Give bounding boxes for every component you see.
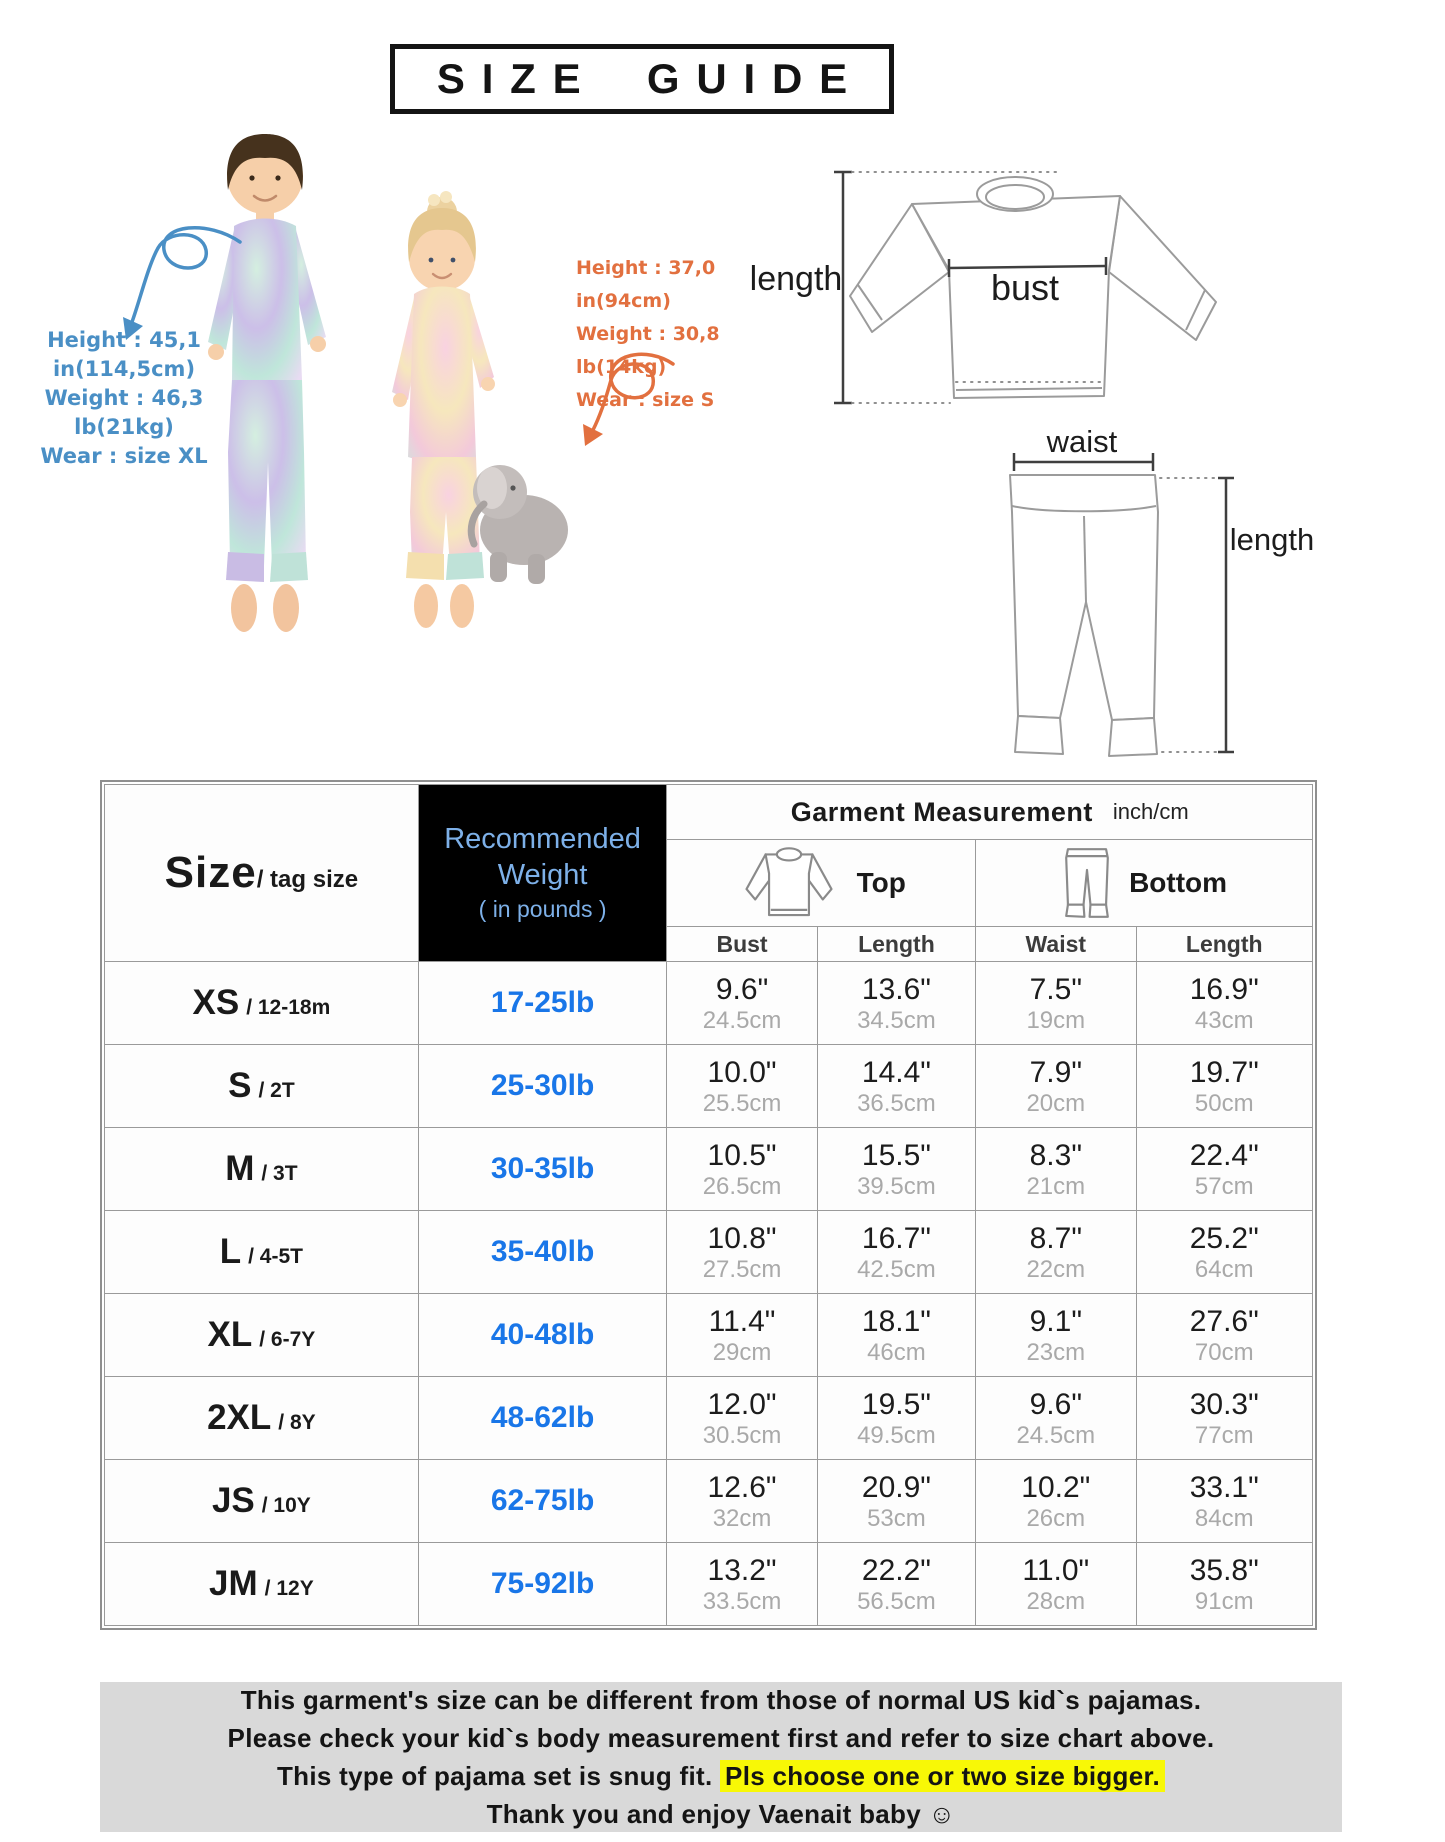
waist-cell bbox=[976, 1045, 1136, 1128]
tag-size-value: / 6-7Y bbox=[259, 1328, 316, 1351]
top-length-inch-value: 18.1" bbox=[861, 1305, 931, 1338]
bottom-length-cm-value: 70cm bbox=[1194, 1339, 1254, 1366]
weight-cell bbox=[418, 1045, 667, 1128]
bust-inch-value: 10.5" bbox=[707, 1139, 777, 1172]
top-length-cell bbox=[817, 1543, 975, 1626]
bust-cell bbox=[667, 962, 817, 1045]
bottom-length-inch-value: 25.2" bbox=[1189, 1222, 1259, 1255]
bust-cell bbox=[667, 1543, 817, 1626]
bottom-length-cell bbox=[1136, 1460, 1313, 1543]
footer-line-3 bbox=[277, 1758, 1165, 1794]
weight-value: 62-75lb bbox=[490, 1484, 595, 1517]
waist-cm-value: 19cm bbox=[1026, 1007, 1086, 1034]
bottom-length-inch-value: 30.3" bbox=[1189, 1388, 1259, 1421]
top-length-inch-value: 14.4" bbox=[861, 1056, 931, 1089]
waist-inch-value: 10.2" bbox=[1021, 1471, 1091, 1504]
bust-inch-value: 13.2" bbox=[707, 1554, 777, 1587]
pants-icon bbox=[1061, 844, 1113, 922]
size-value: JM bbox=[209, 1564, 258, 1603]
bust-inch-value: 9.6" bbox=[715, 973, 769, 1006]
top-length-inch-value: 13.6" bbox=[861, 973, 931, 1006]
top-length-inch-value: 19.5" bbox=[861, 1388, 931, 1421]
size-table-body bbox=[105, 962, 1313, 1626]
top-length-cm-value: 34.5cm bbox=[857, 1007, 936, 1034]
bust-cm-value: 30.5cm bbox=[702, 1422, 782, 1449]
garment-measurement-header bbox=[667, 785, 1313, 840]
right-model-height: Height : 37,0 in(94cm) bbox=[576, 257, 716, 312]
tag-size-value: / 10Y bbox=[261, 1494, 311, 1517]
bust-inch-value: 10.8" bbox=[707, 1222, 777, 1255]
bottom-length-inch-value: 19.7" bbox=[1189, 1056, 1259, 1089]
waist-cm-value: 26cm bbox=[1026, 1505, 1086, 1532]
bust-inch-value: 11.4" bbox=[708, 1305, 776, 1338]
waist-cm-value: 22cm bbox=[1026, 1256, 1086, 1283]
top-length-cm-value: 46cm bbox=[867, 1339, 926, 1366]
waist-inch-value: 8.7" bbox=[1029, 1222, 1082, 1255]
bust-cell bbox=[667, 1460, 817, 1543]
title-box bbox=[390, 44, 894, 114]
size-value: 2XL bbox=[207, 1398, 272, 1437]
bust-cm-value: 26.5cm bbox=[702, 1173, 782, 1200]
bottom-length-cm-value: 77cm bbox=[1194, 1422, 1254, 1449]
bust-cell bbox=[667, 1211, 817, 1294]
waist-cm-value: 24.5cm bbox=[1016, 1422, 1096, 1449]
garment-diagrams bbox=[620, 120, 1340, 775]
footer-note bbox=[100, 1682, 1342, 1832]
size-value: XS bbox=[192, 983, 240, 1022]
top-length-inch-value: 22.2" bbox=[861, 1554, 931, 1587]
waist-cell bbox=[976, 1211, 1136, 1294]
waist-inch-value: 7.9" bbox=[1029, 1056, 1082, 1089]
tag-size-value: / 12Y bbox=[264, 1577, 314, 1600]
bottom-length-cell bbox=[1136, 1045, 1313, 1128]
bust-cm-value: 32cm bbox=[712, 1505, 772, 1532]
left-model-wear: Wear : size XL bbox=[40, 444, 208, 468]
weight-cell bbox=[418, 1128, 667, 1211]
top-section-label: Top bbox=[856, 867, 906, 898]
top-length-cm-value: 49.5cm bbox=[857, 1422, 936, 1449]
size-cell bbox=[105, 1294, 419, 1377]
bust-cell bbox=[667, 1294, 817, 1377]
size-table-row bbox=[105, 1294, 1313, 1377]
size-cell bbox=[105, 1045, 419, 1128]
bottom-length-cm-value: 91cm bbox=[1194, 1588, 1254, 1615]
top-length-cell bbox=[817, 1045, 975, 1128]
weight-cell bbox=[418, 1377, 667, 1460]
waist-inch-value: 7.5" bbox=[1029, 973, 1082, 1006]
bottom-length-cell bbox=[1136, 1128, 1313, 1211]
left-model-specs bbox=[0, 326, 248, 471]
size-value: M bbox=[225, 1149, 255, 1188]
bust-cm-value: 27.5cm bbox=[702, 1256, 782, 1283]
weight-value: 75-92lb bbox=[490, 1567, 595, 1600]
tag-size-value: / 4-5T bbox=[248, 1245, 303, 1268]
waist-cell bbox=[976, 1294, 1136, 1377]
top-length-cell bbox=[817, 1128, 975, 1211]
pants-guide-dots bbox=[1160, 478, 1218, 752]
top-length-inch-value: 15.5" bbox=[861, 1139, 931, 1172]
top-length-cell bbox=[817, 962, 975, 1045]
footer-line-4: Thank you and enjoy Vaenait baby ☺ bbox=[486, 1799, 956, 1829]
size-column-header bbox=[105, 785, 419, 962]
bust-inch-value: 12.6" bbox=[707, 1471, 777, 1504]
waist-cm-value: 28cm bbox=[1026, 1588, 1086, 1615]
bottom-length-cell bbox=[1136, 1543, 1313, 1626]
top-length-cell bbox=[817, 1460, 975, 1543]
bottom-length-cell bbox=[1136, 1211, 1313, 1294]
waist-cm-value: 23cm bbox=[1026, 1339, 1086, 1366]
tag-size-value: / 8Y bbox=[278, 1411, 316, 1434]
top-length-column-header: Length bbox=[817, 927, 975, 962]
page-title: SIZE GUIDE bbox=[436, 55, 864, 102]
bottom-length-cm-value: 43cm bbox=[1194, 1007, 1254, 1034]
bust-cm-value: 25.5cm bbox=[702, 1090, 782, 1117]
bottom-length-cm-value: 50cm bbox=[1194, 1090, 1254, 1117]
left-model-weight: Weight : 46,3 lb(21kg) bbox=[44, 386, 204, 439]
right-model-weight: Weight : 30,8 lb(14kg) bbox=[576, 323, 720, 378]
waist-inch-value: 11.0" bbox=[1022, 1554, 1090, 1587]
weight-value: 25-30lb bbox=[490, 1069, 595, 1102]
bottom-length-cm-value: 57cm bbox=[1194, 1173, 1254, 1200]
waist-cell bbox=[976, 1128, 1136, 1211]
weight-cell bbox=[418, 1294, 667, 1377]
bottom-length-inch-value: 27.6" bbox=[1189, 1305, 1259, 1338]
top-length-inch-value: 16.7" bbox=[861, 1222, 931, 1255]
bust-cm-value: 33.5cm bbox=[702, 1588, 782, 1615]
unit-label: inch/cm bbox=[1112, 799, 1189, 824]
size-value: JS bbox=[211, 1481, 255, 1520]
footer-line-1: This garment's size can be different from those of normal US kid`s pajamas. bbox=[240, 1685, 1202, 1715]
weight-cell bbox=[418, 962, 667, 1045]
weight-cell bbox=[418, 1543, 667, 1626]
waist-column-header: Waist bbox=[976, 927, 1136, 962]
size-table-row bbox=[105, 1128, 1313, 1211]
shirt-bust-label: bust bbox=[990, 267, 1060, 308]
waist-inch-value: 8.3" bbox=[1029, 1139, 1082, 1172]
top-length-inch-value: 20.9" bbox=[861, 1471, 931, 1504]
size-table-row bbox=[105, 962, 1313, 1045]
tag-size-value: / 3T bbox=[261, 1162, 298, 1185]
tag-size-value: / 2T bbox=[258, 1079, 295, 1102]
bottom-length-inch-value: 16.9" bbox=[1189, 973, 1259, 1006]
size-cell bbox=[105, 1460, 419, 1543]
bottom-length-inch-value: 22.4" bbox=[1189, 1139, 1259, 1172]
weight-cell bbox=[418, 1460, 667, 1543]
waist-cell bbox=[976, 1543, 1136, 1626]
footer-highlighted-note: Pls choose one or two size bigger. bbox=[720, 1760, 1165, 1792]
bust-inch-value: 10.0" bbox=[707, 1056, 777, 1089]
top-length-cm-value: 42.5cm bbox=[857, 1256, 936, 1283]
bust-cell bbox=[667, 1128, 817, 1211]
shirt-length-label: length bbox=[749, 260, 843, 298]
elephant-plush bbox=[471, 465, 568, 584]
waist-inch-value: 9.1" bbox=[1029, 1305, 1082, 1338]
bust-cell bbox=[667, 1377, 817, 1460]
weight-value: 35-40lb bbox=[490, 1235, 595, 1268]
bottom-length-inch-value: 33.1" bbox=[1189, 1471, 1259, 1504]
top-length-cm-value: 56.5cm bbox=[857, 1588, 936, 1615]
top-section-header bbox=[667, 840, 976, 927]
top-length-cm-value: 36.5cm bbox=[857, 1090, 936, 1117]
waist-cell bbox=[976, 1377, 1136, 1460]
size-table-row bbox=[105, 1543, 1313, 1626]
weight-value: 48-62lb bbox=[490, 1401, 595, 1434]
waist-cell bbox=[976, 1460, 1136, 1543]
top-length-cm-value: 53cm bbox=[867, 1505, 926, 1532]
bust-inch-value: 12.0" bbox=[707, 1388, 777, 1421]
weight-cell bbox=[418, 1211, 667, 1294]
waist-cm-value: 21cm bbox=[1026, 1173, 1086, 1200]
waist-inch-value: 9.6" bbox=[1029, 1388, 1082, 1421]
bust-cell bbox=[667, 1045, 817, 1128]
top-length-cm-value: 39.5cm bbox=[857, 1173, 936, 1200]
size-cell bbox=[105, 1128, 419, 1211]
bottom-section-header bbox=[976, 840, 1313, 927]
tag-size-header-label: / tag size bbox=[256, 866, 359, 893]
left-model-height: Height : 45,1 in(114,5cm) bbox=[47, 328, 201, 381]
bottom-section-label: Bottom bbox=[1129, 867, 1228, 898]
bottom-length-column-header: Length bbox=[1136, 927, 1313, 962]
bust-cm-value: 24.5cm bbox=[702, 1007, 782, 1034]
size-table bbox=[104, 784, 1313, 1626]
waist-cell bbox=[976, 962, 1136, 1045]
size-table-row bbox=[105, 1211, 1313, 1294]
weight-value: 30-35lb bbox=[490, 1152, 595, 1185]
footer-line-2: Please check your kid`s body measurement first and refer to size chart above. bbox=[227, 1723, 1215, 1753]
weight-value: 40-48lb bbox=[490, 1318, 595, 1351]
shirt-icon bbox=[737, 844, 841, 922]
waist-cm-value: 20cm bbox=[1026, 1090, 1086, 1117]
weight-column-header bbox=[418, 785, 667, 962]
size-cell bbox=[105, 1211, 419, 1294]
size-table-row bbox=[105, 1045, 1313, 1128]
weight-header-line1: Recommended bbox=[444, 823, 641, 855]
pants-length-label: length bbox=[1229, 522, 1315, 557]
weight-header-line2: Weight bbox=[497, 859, 588, 891]
size-header-label: Size bbox=[164, 848, 257, 897]
size-table-row bbox=[105, 1460, 1313, 1543]
size-cell bbox=[105, 1377, 419, 1460]
weight-value: 17-25lb bbox=[490, 986, 595, 1019]
bottom-length-cm-value: 84cm bbox=[1194, 1505, 1254, 1532]
size-cell bbox=[105, 1543, 419, 1626]
top-length-cell bbox=[817, 1211, 975, 1294]
top-length-cell bbox=[817, 1377, 975, 1460]
bottom-length-cell bbox=[1136, 962, 1313, 1045]
bottom-length-cell bbox=[1136, 1294, 1313, 1377]
size-cell bbox=[105, 962, 419, 1045]
right-model-wear: Wear : size S bbox=[576, 389, 715, 411]
size-table-wrap bbox=[100, 780, 1317, 1630]
footer-line-3-text: This type of pajama set is snug fit. bbox=[276, 1761, 721, 1791]
bottom-length-inch-value: 35.8" bbox=[1189, 1554, 1259, 1587]
bust-column-header: Bust bbox=[667, 927, 817, 962]
tag-size-value: / 12-18m bbox=[246, 996, 331, 1019]
bottom-length-cell bbox=[1136, 1377, 1313, 1460]
size-value: S bbox=[228, 1066, 252, 1105]
pants-waist-label: waist bbox=[1046, 424, 1118, 459]
bottom-length-cm-value: 64cm bbox=[1194, 1256, 1254, 1283]
size-value: L bbox=[219, 1232, 242, 1271]
size-table-row bbox=[105, 1377, 1313, 1460]
top-length-cell bbox=[817, 1294, 975, 1377]
size-value: XL bbox=[207, 1315, 253, 1354]
garment-header-label: Garment Measurement bbox=[790, 796, 1093, 827]
bust-cm-value: 29cm bbox=[712, 1339, 772, 1366]
weight-header-line3: ( in pounds ) bbox=[478, 896, 607, 922]
girl-figure bbox=[392, 191, 495, 628]
pants-outline bbox=[1010, 475, 1158, 756]
